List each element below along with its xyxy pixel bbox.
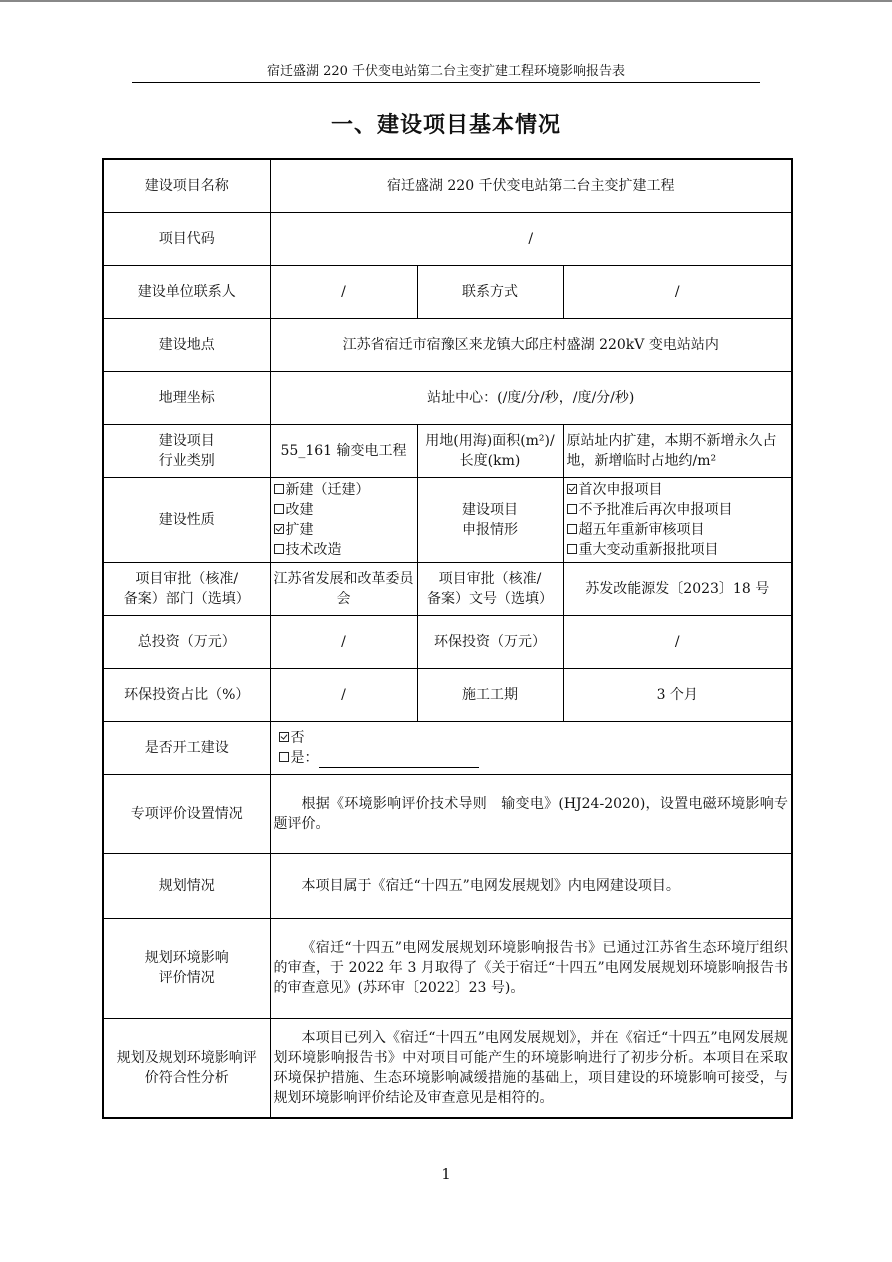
top-border-line <box>0 0 892 2</box>
contact-person-label: 建设单位联系人 <box>103 265 270 318</box>
started-option-yes <box>279 748 789 768</box>
approval-doc-label <box>417 562 563 615</box>
row-coords <box>103 371 792 424</box>
nature-option-rebuild <box>274 500 414 520</box>
env-ratio-value: / <box>270 668 417 721</box>
declaration-label <box>417 477 563 562</box>
checkbox-unchecked-icon <box>274 504 284 514</box>
document-header: 宿迁盛湖 220 千伏变电站第二台主变扩建工程环境影响报告表 <box>132 64 760 83</box>
nature-option-new <box>274 480 414 500</box>
declaration-option-major <box>567 540 789 560</box>
declaration-option-first-label: 首次申报项目 <box>578 481 663 498</box>
planning-eia-label <box>103 918 270 1018</box>
env-ratio-label: 环保投资占比（%） <box>103 668 270 721</box>
started-label: 是否开工建设 <box>103 721 270 774</box>
category-value: 55_161 输变电工程 <box>270 424 417 477</box>
nature-option-new-label: 新建（迁建） <box>285 481 370 498</box>
row-nature <box>103 477 792 562</box>
coords-label: 地理坐标 <box>103 371 270 424</box>
project-name-label: 建设项目名称 <box>103 159 270 212</box>
conformity-label-line2: 价符合性分析 <box>144 1069 229 1086</box>
declaration-option-fiveyear <box>567 520 789 540</box>
planning-label: 规划情况 <box>103 853 270 918</box>
special-eval-text: 根据《环境影响评价技术导则 输变电》(HJ24-2020)，设置电磁环境影响专题评价。 <box>270 774 792 853</box>
approval-doc-label-line2: 备案）文号（选填） <box>427 590 553 607</box>
approval-dept-label-line1: 项目审批（核准/ <box>135 570 239 587</box>
row-project-code <box>103 212 792 265</box>
started-option-no <box>279 728 789 748</box>
land-area-label-line1: 用地(用海)面积(m²)/ <box>425 432 555 449</box>
env-investment-label: 环保投资（万元） <box>417 615 563 668</box>
nature-option-rebuild-label: 改建 <box>285 501 314 518</box>
planning-eia-text: 《宿迁“十四五”电网发展规划环境影响报告书》已通过江苏省生态环境厅组织的审查，于 2022 年 3 月取得了《关于宿迁“十四五”电网发展规划环境影响报告书的审查意见》(苏环审〔2022〕23 号)。 <box>270 918 792 1018</box>
checkbox-unchecked-icon <box>274 484 284 494</box>
coords-value: 站址中心：(/度/分/秒，/度/分/秒) <box>270 371 792 424</box>
total-investment-value: / <box>270 615 417 668</box>
nature-option-expand-label: 扩建 <box>285 521 314 538</box>
checkbox-checked-icon <box>567 484 577 494</box>
location-value: 江苏省宿迁市宿豫区来龙镇大邱庄村盛湖 220kV 变电站站内 <box>270 318 792 371</box>
started-option-no-label: 否 <box>290 729 305 746</box>
conformity-label-line1: 规划及规划环境影响评 <box>116 1049 257 1066</box>
project-name-value: 宿迁盛湖 220 千伏变电站第二台主变扩建工程 <box>270 159 792 212</box>
approval-dept-label-line2: 备案）部门（选填） <box>123 590 250 607</box>
row-category <box>103 424 792 477</box>
project-code-label: 项目代码 <box>103 212 270 265</box>
category-label <box>103 424 270 477</box>
total-investment-label: 总投资（万元） <box>103 615 270 668</box>
checkbox-unchecked-icon <box>274 544 284 554</box>
conformity-text: 本项目已列入《宿迁“十四五”电网发展规划》，并在《宿迁“十四五”电网发展规划环境影响报告书》中对项目可能产生的环境影响进行了初步分析。本项目在采取环境保护措施、生态环境影响减缓措施的基础上，项目建设的环境影响可接受，与规划环境影响评价结论及审查意见是相符的。 <box>270 1018 792 1118</box>
checkbox-unchecked-icon <box>279 752 289 762</box>
row-planning <box>103 853 792 918</box>
checkbox-checked-icon <box>274 524 284 534</box>
row-started <box>103 721 792 774</box>
declaration-option-resubmit-label: 不予批准后再次申报项目 <box>578 501 733 518</box>
category-label-line2: 行业类别 <box>158 452 215 469</box>
declaration-label-line1: 建设项目 <box>462 501 518 518</box>
row-investment <box>103 615 792 668</box>
declaration-option-fiveyear-label: 超五年重新审核项目 <box>578 521 705 538</box>
row-location <box>103 318 792 371</box>
blank-underline <box>319 753 479 768</box>
declaration-option-major-label: 重大变动重新报批项目 <box>578 541 719 558</box>
nature-label: 建设性质 <box>103 477 270 562</box>
land-area-value: 原站址内扩建，本期不新增永久占地，新增临时占地约/m² <box>563 424 792 477</box>
land-area-label-line2: 长度(km) <box>459 452 521 469</box>
env-investment-value: / <box>563 615 792 668</box>
land-area-label <box>417 424 563 477</box>
planning-eia-label-line2: 评价情况 <box>158 970 215 986</box>
declaration-options <box>563 477 792 562</box>
basic-info-table <box>102 158 793 1119</box>
row-contact <box>103 265 792 318</box>
declaration-option-first <box>567 480 789 500</box>
row-env-ratio <box>103 668 792 721</box>
started-options <box>270 721 792 774</box>
declaration-label-line2: 申报情形 <box>462 521 518 538</box>
nature-option-tech <box>274 540 414 560</box>
category-label-line1: 建设项目 <box>158 432 215 449</box>
approval-doc-label-line1: 项目审批（核准/ <box>438 570 542 587</box>
construction-period-value: 3 个月 <box>563 668 792 721</box>
contact-method-value: / <box>563 265 792 318</box>
construction-period-label: 施工工期 <box>417 668 563 721</box>
nature-option-tech-label: 技术改造 <box>285 541 342 558</box>
declaration-option-resubmit <box>567 500 789 520</box>
contact-method-label: 联系方式 <box>417 265 563 318</box>
started-option-yes-label: 是： <box>290 749 319 766</box>
project-code-value: / <box>270 212 792 265</box>
section-title: 一、建设项目基本情况 <box>330 113 561 138</box>
checkbox-unchecked-icon <box>567 544 577 554</box>
planning-eia-label-line1: 规划环境影响 <box>144 950 229 966</box>
checkbox-checked-icon <box>279 732 289 742</box>
row-project-name <box>103 159 792 212</box>
nature-options <box>270 477 417 562</box>
location-label: 建设地点 <box>103 318 270 371</box>
contact-person-value: / <box>270 265 417 318</box>
checkbox-unchecked-icon <box>567 504 577 514</box>
special-eval-label: 专项评价设置情况 <box>103 774 270 853</box>
approval-dept-value: 江苏省发展和改革委员会 <box>270 562 417 615</box>
page-number: 1 <box>441 1165 451 1183</box>
nature-option-expand <box>274 520 414 540</box>
row-approval <box>103 562 792 615</box>
planning-text: 本项目属于《宿迁“十四五”电网发展规划》内电网建设项目。 <box>270 853 792 918</box>
conformity-label <box>103 1018 270 1118</box>
approval-doc-value: 苏发改能源发〔2023〕18 号 <box>563 562 792 615</box>
row-planning-eia <box>103 918 792 1018</box>
checkbox-unchecked-icon <box>567 524 577 534</box>
row-conformity <box>103 1018 792 1118</box>
row-special-eval <box>103 774 792 853</box>
approval-dept-label <box>103 562 270 615</box>
